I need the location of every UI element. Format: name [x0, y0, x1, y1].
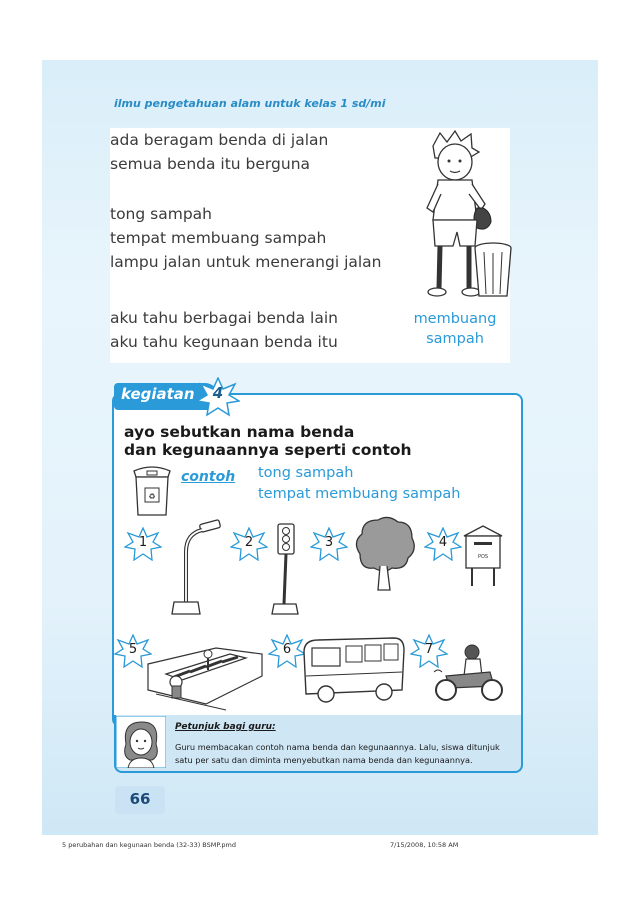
footer-file-name: 5 perubahan dan kegunaan benda (32-33) BSMP.pmd [62, 841, 236, 849]
boy-throwing-trash-illustration [405, 128, 513, 306]
poem-stanza-3 [110, 306, 338, 354]
mailbox-icon [460, 524, 506, 588]
guide-line: Guru membacakan contoh nama benda dan kegunaannya. Lalu, siswa ditunjuk [175, 742, 500, 752]
item-number: 5 [128, 642, 138, 657]
header-title: ilmu pengetahuan alam untuk kelas 1 sd/mi [114, 97, 386, 110]
poem-line: semua benda itu berguna [110, 155, 311, 173]
page-number: 66 [129, 790, 151, 808]
item-number: 4 [438, 535, 448, 550]
activity-number: 4 [212, 384, 224, 402]
svg-text:POS: POS [477, 554, 489, 560]
example-object-name: tong sampah [258, 465, 354, 481]
activity-label: kegiatan [121, 385, 195, 403]
example-object-use: tempat membuang sampah [258, 486, 461, 502]
illustration-caption [400, 309, 510, 349]
guide-line: satu per satu dan diminta menyebutkan nama benda dan kegunaannya. [175, 755, 473, 765]
teacher-guide-title: Petunjuk bagi guru: [175, 722, 276, 732]
poem-line: tong sampah [110, 205, 212, 223]
poem-line: lampu jalan untuk menerangi jalan [110, 253, 382, 271]
caption-line: membuang [413, 311, 497, 327]
poem-stanza-2 [110, 202, 382, 274]
item-number: 6 [282, 642, 292, 657]
poem-line: aku tahu kegunaan benda itu [110, 333, 338, 351]
street-lamp-icon [160, 518, 230, 618]
teacher-guide-text [175, 741, 515, 767]
svg-text:♻: ♻ [148, 492, 156, 501]
motorcycle-icon [432, 642, 504, 702]
teacher-avatar-icon [116, 716, 166, 768]
caption-line: sampah [426, 331, 484, 347]
item-number: 2 [244, 535, 254, 550]
activity-instruction: dan kegunaannya seperti contoh [124, 441, 412, 459]
activity-instruction: ayo sebutkan nama benda [124, 423, 355, 441]
example-label: contoh [181, 469, 236, 485]
footer-timestamp: 7/15/2008, 10:58 AM [390, 841, 459, 849]
bus-icon [298, 634, 408, 708]
item-number: 1 [138, 535, 148, 550]
item-number: 7 [424, 642, 434, 657]
tree-icon [350, 514, 418, 594]
zebra-crossing-icon [146, 624, 264, 714]
item-number: 3 [324, 535, 334, 550]
poem-stanza-1 [110, 128, 328, 176]
poem-line: aku tahu berbagai benda lain [110, 309, 338, 327]
trash-can-icon [128, 463, 176, 517]
poem-line: tempat membuang sampah [110, 229, 327, 247]
traffic-light-icon [266, 520, 306, 618]
poem-line: ada beragam benda di jalan [110, 131, 329, 149]
